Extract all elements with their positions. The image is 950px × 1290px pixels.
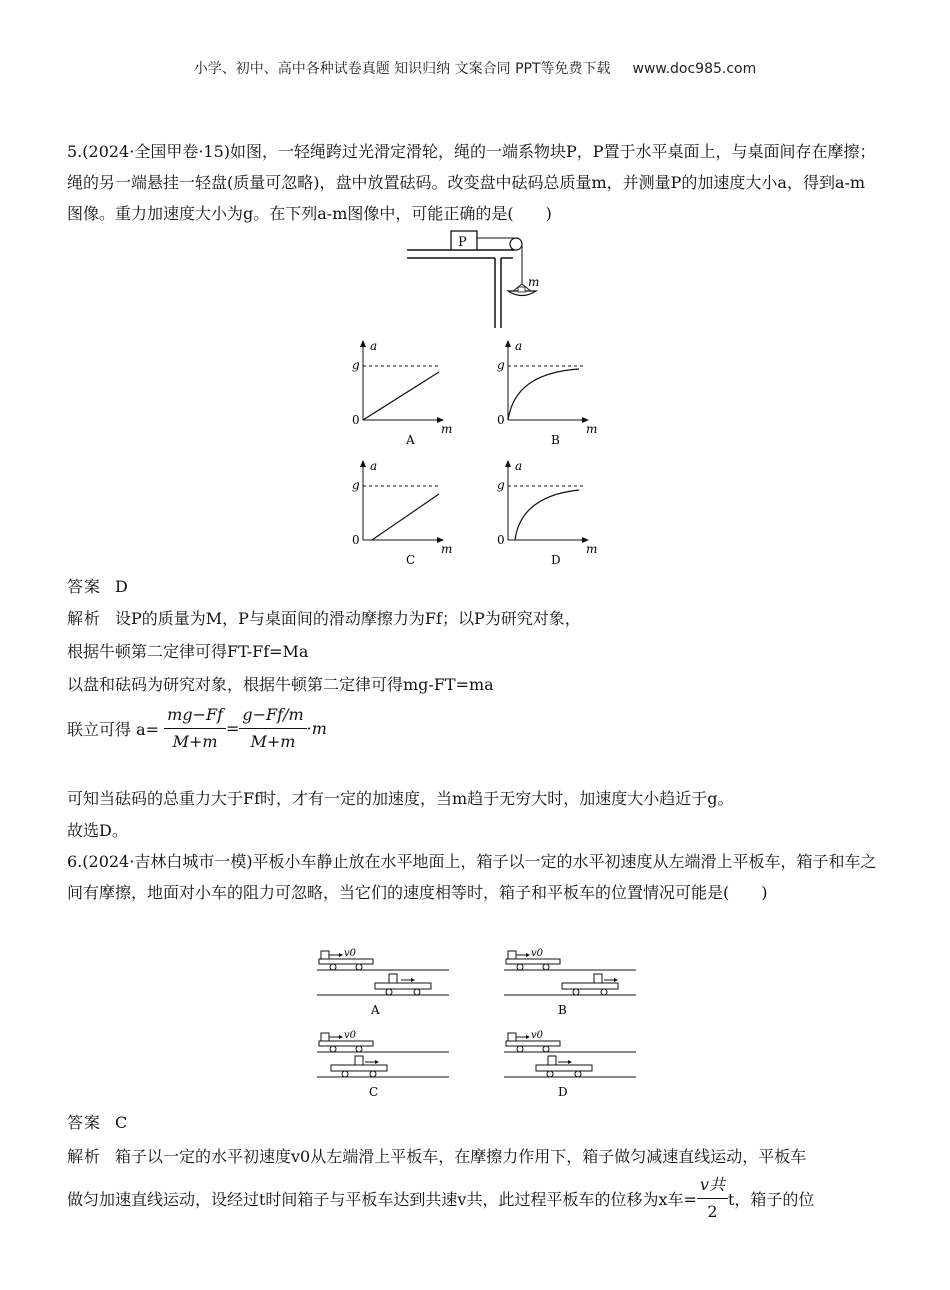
graph-c-x-label: m xyxy=(441,542,453,556)
q6-figure-c xyxy=(313,1025,453,1100)
q5-pulley-figure xyxy=(405,228,550,330)
q6-analysis-line-1 xyxy=(67,1144,806,1167)
header-text: 小学、初中、高中各种试卷真题 知识归纳 文案合同 PPT等免费下载 xyxy=(193,61,611,77)
q6-c-label: C xyxy=(369,1085,379,1099)
q5-answer-label: 答案 xyxy=(67,577,102,596)
formula-fraction-2 xyxy=(239,702,306,755)
formula-prefix: 联立可得 a= xyxy=(67,720,160,739)
q5-answer-value: D xyxy=(115,577,128,596)
q5-analysis-line-2: 根据牛顿第二定律可得FT-Ff=Ma xyxy=(67,642,309,661)
formula-suffix: ·m xyxy=(306,719,327,738)
q6-b-velocity: v0 xyxy=(531,948,544,959)
page-header xyxy=(0,58,950,78)
graph-c-label: C xyxy=(406,553,416,567)
q5-analysis-text-1: 设P的质量为M，P与桌面间的滑动摩擦力为Ff；以P为研究对象， xyxy=(115,609,581,628)
graph-d-label: D xyxy=(551,553,561,567)
graph-a-label: A xyxy=(406,433,415,447)
q6-figure-a xyxy=(313,943,453,1018)
q6-line2-fraction xyxy=(697,1172,728,1225)
formula-frac1-num: mg−Ff xyxy=(164,702,226,729)
graph-b-x-label: m xyxy=(586,422,598,436)
graph-d-asymptote: g xyxy=(497,478,505,492)
q5-block-label: P xyxy=(458,235,467,250)
q5-analysis-line-6: 故选D。 xyxy=(67,821,128,840)
graph-c-y-label: a xyxy=(370,459,378,473)
q5-graph-a xyxy=(346,338,456,450)
q6-a-velocity: v0 xyxy=(344,948,357,959)
q6-line2-prefix: 做匀加速直线运动，设经过t时间箱子与平板车达到共速v共，此过程平板车的位移为x车= xyxy=(67,1190,697,1209)
q6-analysis-label: 解析 xyxy=(67,1147,102,1166)
q5-analysis-label: 解析 xyxy=(67,609,102,628)
graph-a-y-label: a xyxy=(370,339,378,353)
formula-frac2-den: M+m xyxy=(250,732,296,751)
graph-a-origin: 0 xyxy=(352,413,360,427)
q6-d-label: D xyxy=(558,1085,568,1099)
q6-d-velocity: v0 xyxy=(531,1030,544,1041)
graph-c-origin: 0 xyxy=(352,533,360,547)
q5-answer xyxy=(67,574,128,597)
graph-b-origin: 0 xyxy=(497,413,505,427)
q5-analysis-formula: 联立可得 a= $\frac{mg-Ff}{M+m}$ = $\frac{g-Ff/m}{M+m}$ ·m xyxy=(67,702,327,755)
q6-question: 6.(2024·吉林白城市一模)平板小车静止放在水平地面上，箱子以一定的水平初速度从左端滑上平板车，箱子和车之间有摩擦，地面对小车的阻力可忽略，当它们的速度相等时，箱子和平板车的位置情况可能是( ) xyxy=(67,852,877,902)
q5-graph-c xyxy=(346,458,456,570)
q6-analysis-line-2 xyxy=(67,1172,814,1225)
q6-analysis-text-1: 箱子以一定的水平初速度v0从左端滑上平板车，在摩擦力作用下，箱子做匀减速直线运动，平板车 xyxy=(115,1147,807,1166)
q6-figure-d xyxy=(500,1025,640,1100)
q5-question: 5.(2024·全国甲卷·15)如图，一轻绳跨过光滑定滑轮，绳的一端系物块P，P置于水平桌面上，与桌面间存在摩擦；绳的另一端悬挂一轻盘(质量可忽略)，盘中放置砝码。改变盘中砝码总质量m，并测量P的加速度大小a，得到a-m图像。重力加速度大小为g。在下列a-m图像中，可能正确的是( ) xyxy=(67,142,876,223)
q5-graph-b xyxy=(491,338,601,450)
q6-frac-den: 2 xyxy=(707,1202,718,1221)
q6-answer-label: 答案 xyxy=(67,1113,102,1132)
graph-d-origin: 0 xyxy=(497,533,505,547)
q6-c-velocity: v0 xyxy=(344,1030,357,1041)
graph-b-y-label: a xyxy=(515,339,523,353)
q6-a-label: A xyxy=(371,1003,380,1017)
q6-line2-suffix: t，箱子的位 xyxy=(727,1190,815,1209)
q5-mass-label: m xyxy=(528,275,540,289)
graph-b-asymptote: g xyxy=(497,358,505,372)
header-site: www.doc985.com xyxy=(632,61,757,77)
formula-frac1-den: M+m xyxy=(172,732,218,751)
q6-figure-b xyxy=(500,943,640,1018)
formula-fraction-1 xyxy=(164,702,226,755)
q5-analysis-line-1 xyxy=(67,606,581,629)
graph-c-asymptote: g xyxy=(352,478,360,492)
q5-analysis-line-3: 以盘和砝码为研究对象，根据牛顿第二定律可得mg-FT=ma xyxy=(67,675,494,694)
q6-frac-num: v共 xyxy=(697,1172,728,1199)
q6-answer-value: C xyxy=(115,1113,128,1132)
graph-d-y-label: a xyxy=(515,459,523,473)
q6-b-label: B xyxy=(558,1003,567,1017)
q5-graph-d xyxy=(491,458,601,570)
graph-a-asymptote: g xyxy=(352,358,360,372)
graph-a-x-label: m xyxy=(441,422,453,436)
q6-answer xyxy=(67,1110,127,1133)
graph-d-x-label: m xyxy=(586,542,598,556)
graph-b-label: B xyxy=(551,433,560,447)
formula-frac2-num: g−Ff/m xyxy=(239,702,306,729)
q5-analysis-line-5: 可知当砝码的总重力大于Ff时，才有一定的加速度，当m趋于无穷大时，加速度大小趋近于g。 xyxy=(67,789,734,808)
